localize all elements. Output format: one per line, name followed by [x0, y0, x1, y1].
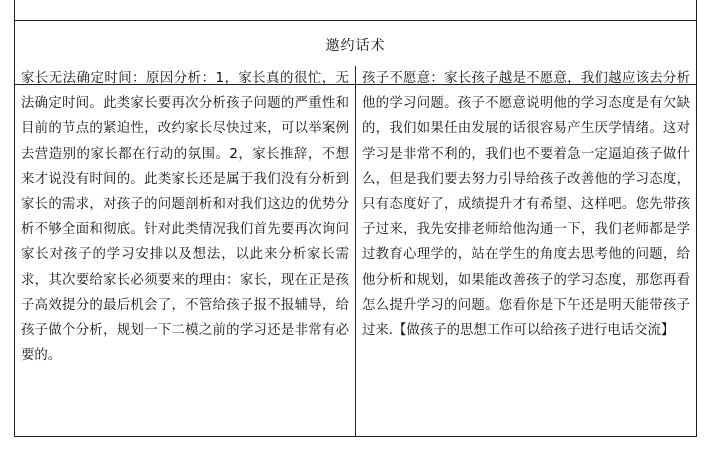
right-cell-text: 孩子不愿意：家长孩子越是不愿意，我们越应该去分析他的学习问题。孩子不愿意说明他的学习态度是有欠缺的，我们如果任由发展的话很容易产生厌学情绪。这对学习是非常不利的，我们也不要着急一定逼迫孩子做什么，但是我们要去努力引导给孩子改善他的学习态度，只有态度好了，成绩提升才有希望、这样吧。您先带孩子过来，我先安排老师给他沟通一下，我们老师都是学过教育心理学的，站在学生的角度去思考他的问题，给他分析和规划，如果能改善孩子的学习态度，那您再看怎么提升学习的问题。您看你是下午还是明天能带孩子过来.【做孩子的思想工作可以给孩子进行电话交流】 [362, 71, 690, 339]
left-cell-text: 家长无法确定时间：原因分析：1，家长真的很忙，无法确定时间。此类家长要再次分析孩子问题的严重性和目前的节点的紧迫性，改约家长尽快过来，可以举案例去营造别的家长都在行动的氛围。2，家长推辞，不想来才说没有时间的。此类家长还是属于我们没有分析到家长的需求，对孩子的问题剖析和对我们这边的优势分析不够全面和彻底。针对此类情况我们首先要再次询问家长对孩子的学习安排以及想法，以此来分析家长需求，其次要给家长必须要来的理由：家长，现在正是孩子高效提分的最后机会了，不管给孩子报不报辅导，给孩子做个分析，规划一下二模之前的学习还是非常有必要的。 [15, 66, 356, 436]
table-title: 邀约话术 [325, 38, 386, 54]
table-top-strip [15, 0, 696, 20]
script-table [14, 0, 697, 437]
